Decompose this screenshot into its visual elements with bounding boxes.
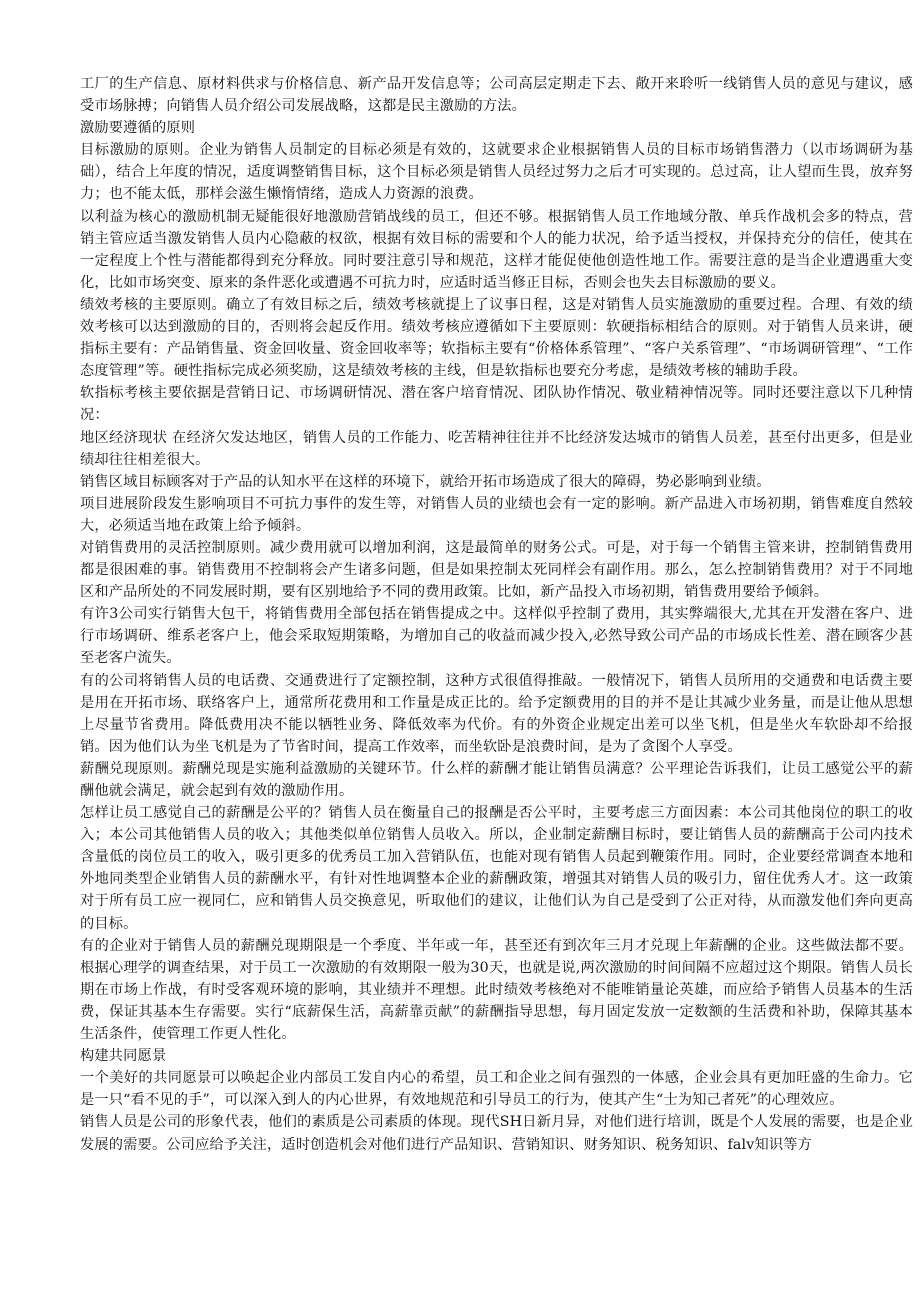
paragraph-goal-incentive-principle: 目标激励的原则。企业为销售人员制定的目标必须是有效的，这就要求企业根据销售人员的目标市场销售潜力（以市场调研为基础），结合上年度的情况，适度调整销售目标，这个目标必须是销售人员经过努力之后才可实现的。总过高，让人望而生畏，放弃努力；也不能太低，那样会滋生懒惰情绪，造成人力资源的浪费。: [80, 142, 913, 203]
paragraph-fixed-expense-quota: 有的公司将销售人员的电话费、交通费进行了定额控制，这种方式很值得推敲。一般情况下，销售人员所用的交通费和电话费主要是用在开拓市场、联络客户上，通常所花费用和工作量是成正比的。给予定额费用的目的并不是让其减少业务量，而是让他从思想上尽量节省费用。降低费用决不能以牺牲业务、降低效率为代价。有的外资企业规定出差可以坐飞机，但是坐火车软卧却不给报销。因为他们认为坐飞机是为了节省时间，提高工作效率，而坐软卧是浪费时间，是为了贪图个人享受。: [80, 672, 913, 755]
paragraph-sales-training: 销售人员是公司的形象代表，他们的素质是公司素质的体现。现代SH日新月异，对他们进行培训，既是个人发展的需要，也是企业发展的需要。公司应给予关注，适时创造机会对他们进行产品知识、营销知识、财务知识、税务知识、falv知识等方: [80, 1114, 913, 1153]
paragraph-customer-awareness: 销售区域目标顾客对于产品的认知水平在这样的环境下，就给开拓市场造成了很大的障碍，势必影响到业绩。: [80, 473, 771, 490]
paragraph-performance-appraisal-principle: 绩效考核的主要原则。确立了有效目标之后，绩效考核就提上了议事日程，这是对销售人员实施激励的重要过程。合理、有效的绩效考核可以达到激励的目的，否则将会起反作用。绩效考核应遵循如下主要原则：软硬指标相结合的原则。对于销售人员来讲，硬指标主要有：产品销售量、资金回收量、资金回收率等；软指标主要有“价格体系管理”、“客户关系管理”、“市场调研管理”、“工作态度管理”等。硬性指标完成必须奖励，这是绩效考核的主线，但是软指标也要充分考虑，是绩效考核的辅助手段。: [80, 296, 913, 380]
paragraph-compensation-principle: 薪酬兑现原则。薪酬兑现是实施利益激励的关键环节。什么样的薪酬才能让销售员满意？公平理论告诉我们，让员工感觉公平的薪酬他就会满足，就会起到有效的激励作用。: [80, 760, 913, 799]
paragraph-sales-expense-control: 对销售费用的灵活控制原则。减少费用就可以增加利润，这是最简单的财务公式。可是，对于每一个销售主管来讲，控制销售费用都是很困难的事。销售费用不控制将会产生诸多问题，但是如果控制太死同样会有副作用。那么，怎么控制销售费用？对于不同地区和产品所处的不同发展时期，要有区别地给予不同的费用政策。比如，新产品投入市场初期，销售费用要给予倾斜。: [80, 539, 913, 601]
paragraph-sales-contract-system: 有许3公司实行销售大包干，将销售费用全部包括在销售提成之中。这样似乎控制了费用，其实弊端很大,尤其在开发潜在客户、进行市场调研、维系老客户上，他会采取短期策略，为增加自己的收益而减少投入,必然导致公司产品的市场成长性差、潜在顾客少甚至老客户流失。: [80, 606, 913, 667]
paragraph-fair-compensation: 怎样让员工感觉自己的薪酬是公平的？销售人员在衡量自己的报酬是否公平时，主要考虑三方面因素：本公司其他岗位的职工的收入；本公司其他销售人员的收入；其他类似单位销售人员收入。所以，企业制定薪酬目标时，要让销售人员的薪酬高于公司内技术含量低的岗位员工的收入，吸引更多的优秀员工加入营销队伍，也能对现有销售人员起到鞭策作用。同时，企业要经常调查本地和外地同类型企业销售人员的薪酬水平，有针对性地调整本企业的薪酬政策，增强其对销售人员的吸引力，留住优秀人才。这一政策对于所有员工应一视同仁，应和销售人员交换意见，听取他们的建议，让他们认为自己是受到了公正对待，从而激发他们奔向更高的目标。: [80, 805, 913, 932]
paragraph-compensation-period: 有的企业对于销售人员的薪酬兑现期限是一个季度、半年或一年，甚至还有到次年三月才兑现上年薪酬的企业。这些做法都不要。根据心理学的调查结果，对于员工一次激励的有效期限一般为30天，也就是说,两次激励的时间间隔不应超过这个期限。销售人员长期在市场上作战，有时受客观环境的影响，其业绩并不理想。此时绩效考核绝对不能唯销量论英雄，而应给予销售人员基本的生活费，保证其基本生存需要。实行“底薪保生活，高薪靠贡献”的薪酬指导思想，每月固定发放一定数额的生活费和补助，保障其基本生活条件，使管理工作更人性化。: [80, 937, 913, 1043]
paragraph-shared-vision: 一个美好的共同愿景可以唤起企业内部员工发自内心的希望，员工和企业之间有强烈的一体感，企业会具有更加旺盛的生命力。它是一只“看不见的手”，可以深入到人的内心世界，有效地规范和引导员工的行为，使其产生“士为知己者死”的心理效应。: [80, 1070, 913, 1109]
heading-shared-vision: 构建共同愿景: [80, 1048, 167, 1065]
document-body: [80, 73, 913, 1156]
paragraph-benefit-core-mechanism: 以利益为核心的激励机制无疑能很好地激励营销战线的员工，但还不够。根据销售人员工作地域分散、单兵作战机会多的特点，营销主管应适当激发销售人员内心隐蔽的权欲，根据有效目标的需要和个人的能力状况，给予适当授权，并保持充分的信任，使其在一定程度上个性与潜能都得到充分释放。同时要注意引导和规范，这样才能促使他创造性地工作。需要注意的是当企业遭遇重大变化，比如市场突变、原来的条件恶化或遭遇不可抗力时，应适时适当修正目标，否则会也失去目标激励的要义。: [80, 208, 913, 291]
paragraph-project-stage: 项目进展阶段发生影响项目不可抗力事件的发生等，对销售人员的业绩也会有一定的影响。新产品进入市场初期，销售难度自然较大，必须适当地在政策上给予倾斜。: [80, 495, 913, 534]
paragraph-regional-economy: 地区经济现状 在经济欠发达地区，销售人员的工作能力、吃苦精神往往并不比经济发达城市的销售人员差，甚至付出更多，但是业绩却往往相差很大。: [80, 429, 913, 468]
paragraph-soft-indicator-basis: 软指标考核主要依据是营销日记、市场调研情况、潜在客户培育情况、团队协作情况、敬业精神情况等。同时还要注意以下几种情况：: [80, 385, 913, 424]
paragraph-democratic-incentive-methods: 工厂的生产信息、原材料供求与价格信息、新产品开发信息等；公司高层定期走下去、敞开来聆听一线销售人员的意见与建议，感受市场脉搏；向销售人员介绍公司发展战略，这都是民主激励的方法。: [80, 76, 913, 115]
heading-incentive-principles: 激励要遵循的原则: [80, 120, 196, 137]
